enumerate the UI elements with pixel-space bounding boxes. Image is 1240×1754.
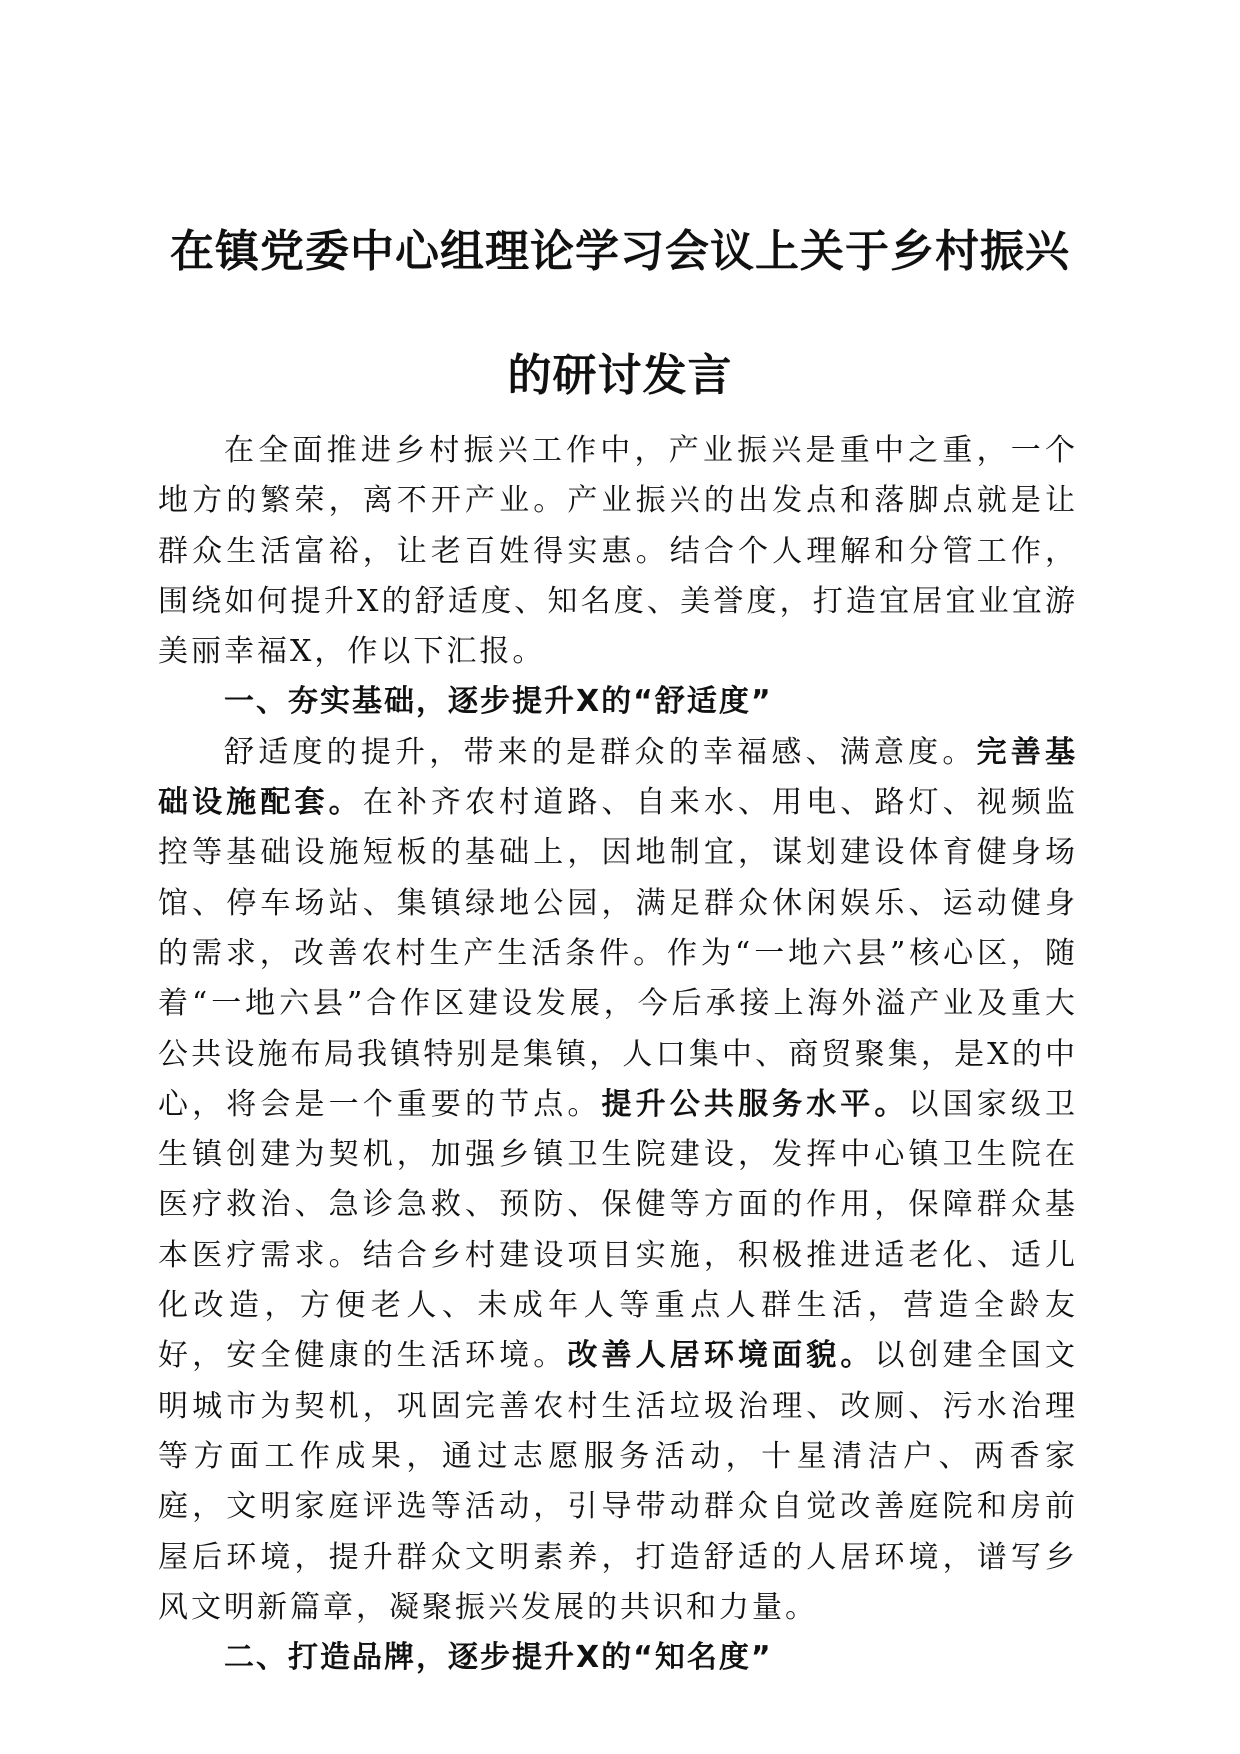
section-1-text-c: 以国家级卫生镇创建为契机，加强乡镇卫生院建设，发挥中心镇卫生院在医疗救治、急诊急救、预防、保健等方面的作用，保障群众基本医疗需求。结合乡村建设项目实施，积极推进适老化、适儿化改造，方便老人、未成年人等重点人群生活，营造全龄友好，安全健康的生活环境。 (158, 1086, 1079, 1374)
section-2-heading: 二、打造品牌，逐步提升X的“知名度” (224, 1640, 773, 1676)
section-1-paragraph (158, 728, 1078, 1633)
document-title-line-1: 在镇党委中心组理论学习会议上关于乡村振兴 (170, 226, 1070, 277)
section-1-text-a: 舒适度的提升，带来的是群众的幸福感、满意度。 (224, 734, 977, 770)
section-1-heading: 一、夯实基础，逐步提升X的“舒适度” (224, 684, 773, 720)
lead-living-environment: 改善人居环境面貌。 (567, 1338, 875, 1374)
intro-paragraph: 在全面推进乡村振兴工作中，产业振兴是重中之重，一个地方的繁荣，离不开产业。产业振兴的出发点和落脚点就是让群众生活富裕，让老百姓得实惠。结合个人理解和分管工作，围绕如何提升X的舒适度、知名度、美誉度，打造宜居宜业宜游美丽幸福X，作以下汇报。 (158, 433, 1078, 670)
section-1-text-d: 以创建全国文明城市为契机，巩固完善农村生活垃圾治理、改厕、污水治理等方面工作成果，通过志愿服务活动，十星清洁户、两香家庭，文明家庭评选等活动，引导带动群众自觉改善庭院和房前屋后环境，提升群众文明素养，打造舒适的人居环境，谱写乡风文明新篇章，凝聚振兴发展的共识和力量。 (158, 1338, 1079, 1625)
document-body (158, 426, 1078, 1683)
lead-infrastructure: 完善基础设施配套。 (158, 734, 1079, 821)
lead-public-service: 提升公共服务水平。 (601, 1086, 909, 1122)
section-1-text-b: 在补齐农村道路、自来水、用电、路灯、视频监控等基础设施短板的基础上，因地制宜，谋划建设体育健身场馆、停车场站、集镇绿地公园，满足群众休闲娱乐、运动健身的需求，改善农村生产生活条件。作为“一地六县”核心区，随着“一地六县”合作区建设发展，今后承接上海外溢产业及重大公共设施布局我镇特别是集镇，人口集中、商贸聚集，是X的中心，将会是一个重要的节点。 (158, 785, 1079, 1122)
document-title-line-2: 的研讨发言 (507, 350, 733, 401)
